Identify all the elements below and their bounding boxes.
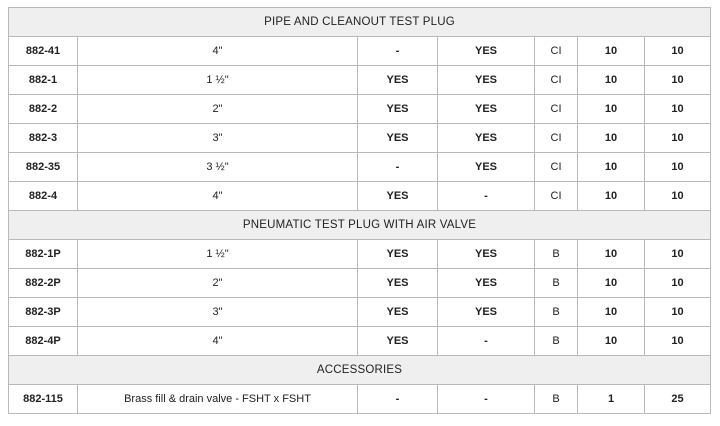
product-spec-table <box>8 7 711 414</box>
table-row <box>9 124 711 153</box>
material-cell: B <box>535 298 578 327</box>
option-b-cell: YES <box>438 95 535 124</box>
pack-qty-cell: 10 <box>578 298 645 327</box>
material-cell: CI <box>535 124 578 153</box>
pack-qty-cell: 10 <box>578 95 645 124</box>
case-qty-cell: 10 <box>645 269 711 298</box>
option-b-cell: YES <box>438 298 535 327</box>
option-b-cell: YES <box>438 269 535 298</box>
size-cell: 3" <box>78 124 358 153</box>
material-cell: B <box>535 327 578 356</box>
option-a-cell: YES <box>358 298 438 327</box>
material-cell: CI <box>535 182 578 211</box>
section-header-row <box>9 356 711 385</box>
table-row <box>9 182 711 211</box>
size-cell: 2" <box>78 269 358 298</box>
section-title: PNEUMATIC TEST PLUG WITH AIR VALVE <box>9 211 711 240</box>
table-row <box>9 327 711 356</box>
option-a-cell: YES <box>358 66 438 95</box>
table-row <box>9 95 711 124</box>
option-b-cell: - <box>438 182 535 211</box>
material-cell: CI <box>535 95 578 124</box>
table-row <box>9 66 711 95</box>
size-cell: 4" <box>78 37 358 66</box>
case-qty-cell: 10 <box>645 37 711 66</box>
case-qty-cell: 10 <box>645 298 711 327</box>
case-qty-cell: 10 <box>645 95 711 124</box>
option-a-cell: - <box>358 37 438 66</box>
size-cell: 4" <box>78 327 358 356</box>
part-number-cell: 882-1P <box>9 240 78 269</box>
spec-table-body <box>9 8 711 414</box>
size-cell: 1 ½" <box>78 66 358 95</box>
size-cell: 1 ½" <box>78 240 358 269</box>
option-a-cell: - <box>358 153 438 182</box>
pack-qty-cell: 10 <box>578 153 645 182</box>
table-row <box>9 298 711 327</box>
option-b-cell: YES <box>438 37 535 66</box>
case-qty-cell: 10 <box>645 153 711 182</box>
size-cell: 2" <box>78 95 358 124</box>
option-a-cell: YES <box>358 95 438 124</box>
table-row <box>9 37 711 66</box>
size-cell: 4" <box>78 182 358 211</box>
material-cell: CI <box>535 153 578 182</box>
part-number-cell: 882-4 <box>9 182 78 211</box>
material-cell: B <box>535 240 578 269</box>
option-a-cell: YES <box>358 182 438 211</box>
option-b-cell: - <box>438 327 535 356</box>
case-qty-cell: 10 <box>645 124 711 153</box>
case-qty-cell: 10 <box>645 66 711 95</box>
option-b-cell: YES <box>438 66 535 95</box>
part-number-cell: 882-115 <box>9 385 78 414</box>
section-header-row <box>9 8 711 37</box>
case-qty-cell: 25 <box>645 385 711 414</box>
table-row <box>9 240 711 269</box>
table-row <box>9 269 711 298</box>
size-cell: 3 ½" <box>78 153 358 182</box>
part-number-cell: 882-4P <box>9 327 78 356</box>
pack-qty-cell: 10 <box>578 182 645 211</box>
material-cell: CI <box>535 66 578 95</box>
option-b-cell: YES <box>438 153 535 182</box>
pack-qty-cell: 10 <box>578 66 645 95</box>
material-cell: B <box>535 385 578 414</box>
pack-qty-cell: 10 <box>578 327 645 356</box>
option-a-cell: - <box>358 385 438 414</box>
part-number-cell: 882-41 <box>9 37 78 66</box>
section-title: PIPE AND CLEANOUT TEST PLUG <box>9 8 711 37</box>
pack-qty-cell: 10 <box>578 240 645 269</box>
section-title: ACCESSORIES <box>9 356 711 385</box>
part-number-cell: 882-3 <box>9 124 78 153</box>
table-row <box>9 385 711 414</box>
pack-qty-cell: 10 <box>578 269 645 298</box>
option-a-cell: YES <box>358 124 438 153</box>
case-qty-cell: 10 <box>645 327 711 356</box>
part-number-cell: 882-1 <box>9 66 78 95</box>
material-cell: CI <box>535 37 578 66</box>
section-header-row <box>9 211 711 240</box>
table-row <box>9 153 711 182</box>
size-cell: 3" <box>78 298 358 327</box>
pack-qty-cell: 10 <box>578 124 645 153</box>
part-number-cell: 882-3P <box>9 298 78 327</box>
option-b-cell: - <box>438 385 535 414</box>
material-cell: B <box>535 269 578 298</box>
part-number-cell: 882-2 <box>9 95 78 124</box>
pack-qty-cell: 10 <box>578 37 645 66</box>
option-b-cell: YES <box>438 240 535 269</box>
option-b-cell: YES <box>438 124 535 153</box>
part-number-cell: 882-2P <box>9 269 78 298</box>
case-qty-cell: 10 <box>645 240 711 269</box>
option-a-cell: YES <box>358 327 438 356</box>
option-a-cell: YES <box>358 269 438 298</box>
part-number-cell: 882-35 <box>9 153 78 182</box>
case-qty-cell: 10 <box>645 182 711 211</box>
pack-qty-cell: 1 <box>578 385 645 414</box>
size-cell: Brass fill & drain valve - FSHT x FSHT <box>78 385 358 414</box>
option-a-cell: YES <box>358 240 438 269</box>
